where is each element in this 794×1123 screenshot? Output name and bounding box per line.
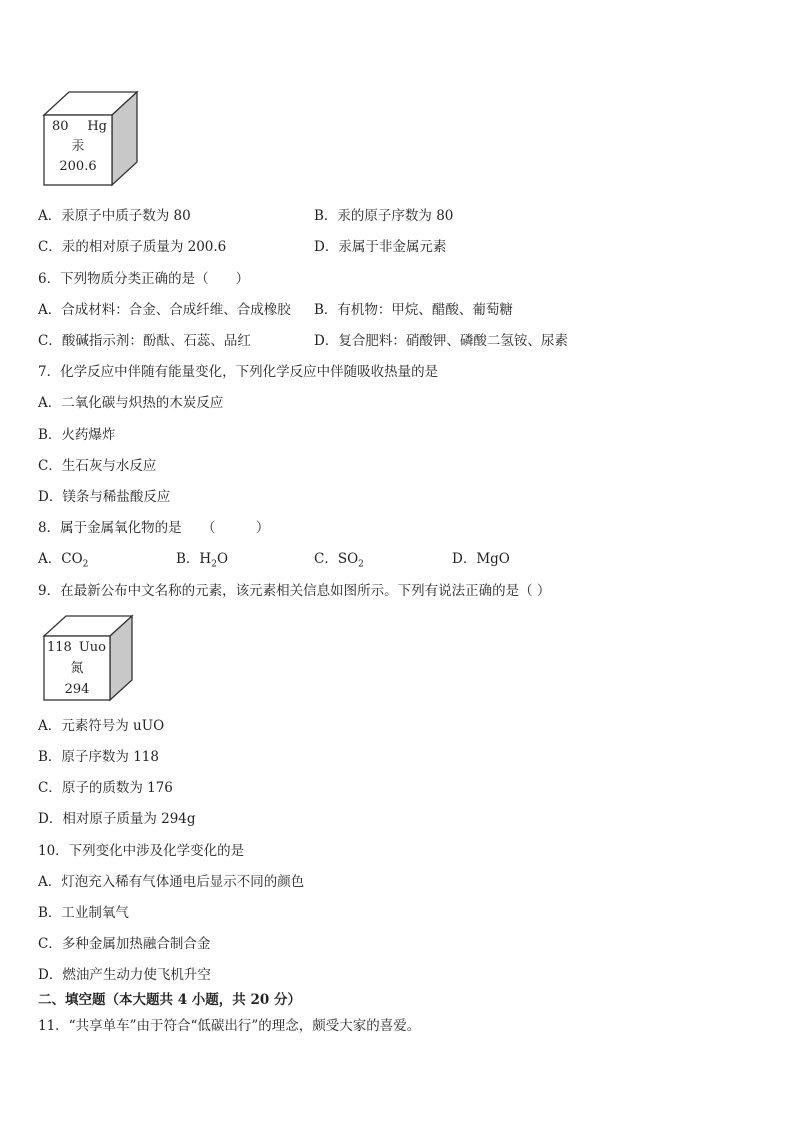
q6-option-c: C．酸碱指示剂：酚酞、石蕊、品红 [38, 333, 251, 349]
element-name: 氮 [70, 661, 84, 676]
atomic-number: 118 [47, 640, 72, 655]
q5-option-c: C．汞的相对原子质量为 200.6 [38, 239, 227, 255]
q6-option-d: D．复合肥料：硝酸钾、磷酸二氢铵、尿素 [314, 333, 568, 349]
q9-option-c: C．原子的质数为 176 [38, 780, 173, 796]
atomic-number: 80 [52, 119, 69, 134]
q7-option-c: C．生石灰与水反应 [38, 458, 157, 474]
q7-option-d: D．镁条与稀盐酸反应 [38, 489, 171, 505]
q10-option-c: C．多种金属加热融合制合金 [38, 936, 211, 952]
q10-option-b: B．工业制氧气 [38, 905, 129, 921]
element-symbol: Hg [87, 119, 107, 134]
q7-stem: 7．化学反应中伴随有能量变化，下列化学反应中伴随吸收热量的是 [38, 364, 439, 380]
q8-option-c: C．$SO_2$ [314, 551, 364, 570]
q10-option-d: D．燃油产生动力使飞机升空 [38, 967, 211, 983]
q10-stem: 10．下列变化中涉及化学变化的是 [38, 843, 245, 859]
q7-option-b: B．火药爆炸 [38, 427, 116, 443]
q11-stem: 11．“共享单车”由于符合“低碳出行”的理念，颇受大家的喜爱。 [38, 1018, 421, 1034]
q8-stem: 8．属于金属氧化物的是 （ ） [38, 520, 270, 536]
q5-option-d: D．汞属于非金属元素 [314, 239, 447, 255]
q8-option-b: B．$H_2O$ [176, 551, 229, 570]
q9-stem: 9．在最新公布中文名称的元素，该元素相关信息如图所示。下列有说法正确的是（ ） [38, 583, 551, 599]
element-symbol: Uuo [78, 640, 106, 655]
q9-option-d: D．相对原子质量为 294g [38, 811, 196, 827]
q8-option-a: A．$CO_2$ [38, 551, 89, 570]
atomic-mass: 294 [64, 682, 90, 697]
element-tile-text [45, 637, 109, 700]
q9-option-a: A．元素符号为 uUO [38, 718, 165, 734]
q6-option-b: B．有机物：甲烷、醋酸、葡萄糖 [314, 302, 513, 318]
q7-option-a: A．二氧化碳与炽热的木炭反应 [38, 395, 224, 411]
q6-option-a: A．合成材料：合金、合成纤维、合成橡胶 [38, 302, 291, 318]
q5-option-a: A．汞原子中质子数为 80 [38, 208, 191, 224]
q8-option-d: D．MgO [452, 551, 510, 567]
element-name: 汞 [71, 139, 85, 154]
q9-option-b: B．原子序数为 118 [38, 749, 159, 765]
section-heading: 二、填空题（本大题共 4 小题，共 20 分） [38, 992, 301, 1008]
q5-option-b: B．汞的原子序数为 80 [314, 208, 454, 224]
atomic-mass: 200.6 [59, 159, 97, 174]
element-tile-text [46, 117, 110, 177]
q10-option-a: A．灯泡充入稀有气体通电后显示不同的颜色 [38, 874, 305, 890]
q6-stem: 6．下列物质分类正确的是（ ） [38, 271, 250, 287]
